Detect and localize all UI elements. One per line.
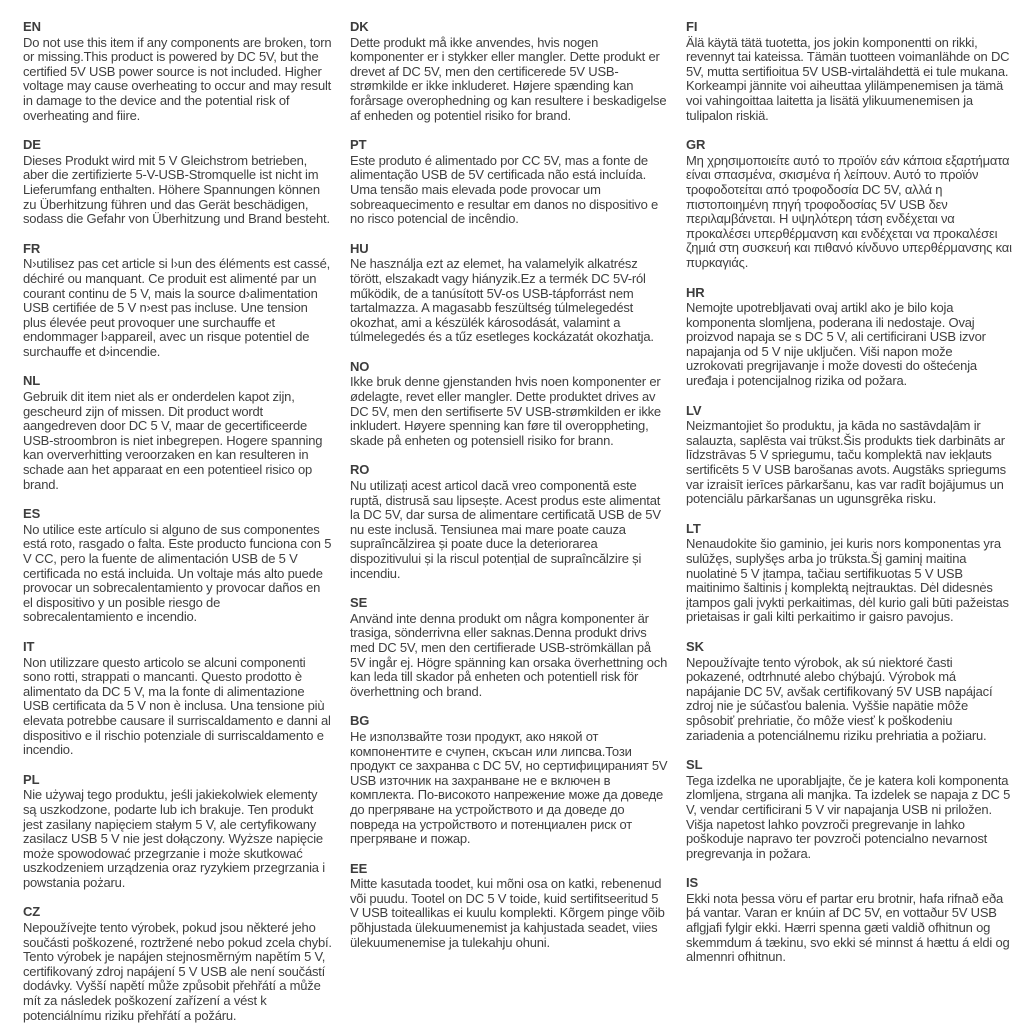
language-section <box>350 862 668 951</box>
language-code-heading: PL <box>23 771 40 787</box>
language-code-heading: FR <box>23 240 41 256</box>
safety-warning-text: Nepoužívejte tento výrobek, pokud jsou některé jeho součásti poškozené, roztržené nebo pokud zcela chybí. Tento výrobek je napájen stejnosměrným napětím 5 V, certifikovaný zdroj napájení 5 V USB ale není součástí dodávky. Vyšší napětí může způsobit přehřátí a může mít za následek poškození zařízení a vést k potenciálnímu riziku přehřátí a požáru. <box>23 920 332 1023</box>
language-code-heading: PT <box>350 137 367 153</box>
language-section <box>686 404 1012 507</box>
language-section <box>350 20 668 123</box>
language-section <box>686 20 1012 123</box>
language-section <box>23 242 332 360</box>
safety-warning-text: Neizmantojiet šo produktu, ja kāda no sastāvdaļām ir salauzta, saplēsta vai trūkst.Šis produkts tiek darbināts ar līdzstrāvas 5 V spriegumu, taču komplektā nav iekļauts sertificēts 5 V USB barošanas avots. Augstāks spriegums var izraisīt ierīces pārkaršanu, kas var radīt bojājumus un potenciālu pārkaršanas un ugunsgrēka risku. <box>686 418 1006 507</box>
language-code-heading: SK <box>686 638 704 654</box>
language-section <box>23 773 332 891</box>
language-code-heading: HU <box>350 240 369 256</box>
safety-warning-text: Dette produkt må ikke anvendes, hvis nogen komponenter er i stykker eller mangler. Dette produkt er drevet af DC 5V, men den certificerede 5V USB-strømkilde er ikke inkluderet. Højere spænding kan forårsage overophedning og kan resultere i beskadigelse af enheden og potentiel risiko for brand. <box>350 34 667 123</box>
language-code-heading: DK <box>350 19 369 34</box>
text-columns-container <box>23 20 1016 1024</box>
safety-warning-text: Gebruik dit item niet als er onderdelen kapot zijn, gescheurd zijn of missen. Dit product wordt aangedreven door DC 5 V, maar de gecertificeerde USB-stroombron is niet inbegrepen. Hogere spanning kan oververhitting veroorzaken en kan resulteren in schade aan het apparaat en een potentieel risico op brand. <box>23 389 323 492</box>
language-section <box>686 522 1012 625</box>
language-section <box>350 360 668 449</box>
language-code-heading: NL <box>23 373 41 389</box>
language-code-heading: HR <box>686 284 705 300</box>
safety-warning-text: Nepoužívajte tento výrobok, ak sú niektoré časti pokazené, odtrhnuté alebo chýbajú. Výrobok má napájanie DC 5V, avšak certifikovaný 5V USB napájací zdroj nie je súčasťou balenia. Vyššie napätie môže spôsobiť prehriatie, čo môže viesť k poškodeniu zariadenia a potenciálnemu riziku prehriatia a požiaru. <box>686 654 993 743</box>
language-code-heading: LT <box>686 520 701 536</box>
safety-warning-text: Tega izdelka ne uporabljajte, če je katera koli komponenta zlomljena, strgana ali manjka. Ta izdelek se napaja z DC 5 V, vendar certificirani 5 V vir napajanja USB ni priložen. Višja napetost lahko povzroči pregrevanje in lahko poškoduje napravo ter povzroči potencialno nevarnost pregrevanja in požara. <box>686 772 1011 861</box>
language-section <box>686 286 1012 389</box>
language-code-heading: CZ <box>23 904 41 920</box>
text-column <box>23 20 332 1024</box>
text-column <box>686 20 1012 980</box>
language-code-heading: NO <box>350 358 370 374</box>
language-section <box>686 640 1012 743</box>
safety-warning-text: Non utilizzare questo articolo se alcuni componenti sono rotti, strappati o mancanti. Questo prodotto è alimentato da DC 5 V, ma la fonte di alimentazione USB certificata da 5 V non è inclusa. Una tensione più elevata potrebbe causare il surriscaldamento e danni al dispositivo e il rischio potenziale di surriscaldamento e incendio. <box>23 654 331 758</box>
language-section <box>350 242 668 345</box>
language-section <box>350 463 668 581</box>
safety-warning-text: Mitte kasutada toodet, kui mõni osa on katki, rebenenud või puudu. Tootel on DC 5 V toide, kuid sertifitseeritud 5 V USB toiteallikas ei kuulu komplekti. Kõrgem pinge võib põhjustada ülekuumenemist ja kahjustada seadet, viies ülekuumenemise ja tulekahju ohuni. <box>350 876 665 950</box>
language-code-heading: LV <box>686 402 702 418</box>
language-code-heading: SE <box>350 595 368 611</box>
language-section <box>23 640 332 758</box>
safety-warning-text: Nie używaj tego produktu, jeśli jakiekolwiek elementy są uszkodzone, podarte lub ich brakuje. Ten produkt jest zasilany napięciem stałym 5 V, ale certyfikowany zasilacz USB 5 V nie jest dołączony. Wyższe napięcie może spowodować przegrzanie i może skutkować uszkodzeniem urządzenia oraz ryzykiem przegrzania i powstania pożaru. <box>23 787 325 890</box>
language-section <box>23 138 332 227</box>
language-section <box>23 905 332 1023</box>
safety-warning-text: No utilice este artículo si alguno de sus componentes está roto, rasgado o falta. Este producto funciona con 5 V CC, pero la fuente de alimentación USB de 5 V certificada no está incluida. Un voltaje más alto puede provocar un sobrecalentamiento y provocar daños en el dispositivo y un posible riesgo de sobrecalentamiento e incendio. <box>23 521 332 625</box>
language-code-heading: EE <box>350 860 368 876</box>
safety-warning-text: Este produto é alimentado por CC 5V, mas a fonte de alimentação USB de 5V certificada não está incluída. Uma tensão mais elevada pode provocar um sobreaquecimento e resultar em danos no dispositivo e no risco potencial de incêndio. <box>350 152 659 227</box>
safety-warning-text: Ekki nota þessa vöru ef partar eru brotnir, hafa rifnað eða þá vantar. Varan er knúin af DC 5V, en vottaður 5V USB aflgjafi fylgir ekki. Hærri spenna gæti valdið ofhitnun og skemmdum á tækinu, svo ekki sé minnst á hættu á eldi og almennri ofhitnun. <box>686 890 1010 965</box>
safety-warning-text: Do not use this item if any components are broken, torn or missing.This product is powered by DC 5V, but the certified 5V USB power source is not included. Higher voltage may cause overheating to occur and may result in damage to the device and the potential risk of overheating and fiire. <box>23 34 332 123</box>
language-section <box>350 714 668 846</box>
safety-warning-text: Nenaudokite šio gaminio, jei kuris nors komponentas yra sulūžęs, suplyšęs arba jo trūksta.Šį gaminį maitina nuolatinė 5 V įtampa, tačiau sertifikuotas 5 V USB maitinimo šaltinis į komplektą neįtrauktas. Dėl didesnės įtampos gali įvykti perkaitimas, dėl kurio gali būti pažeistas prietaisas ir gali kilti perkaitimo ir gaisro pavojus. <box>686 536 1009 625</box>
language-section <box>686 138 1012 270</box>
safety-warning-text: Nemojte upotrebljavati ovaj artikl ako je bilo koja komponenta slomljena, poderana ili nedostaje. Ovaj proizvod napaja se s DC 5 V, ali certificirani USB izvor napajanja od 5 V nije uključen. Viši napon može uzrokovati pregrijavanje i može dovesti do oštećenja uređaja i potencijalnog rizika od požara. <box>686 300 986 389</box>
language-code-heading: ES <box>23 506 41 522</box>
safety-warning-text: Не използвайте този продукт, ако някой от компонентите е счупен, скъсан или липсва.Този продукт се захранва с DC 5V, но сертифицираният 5V USB източник на захранване не е включен в комплекта. По-високото напрежение може да доведе до прегряване на устройството и да доведе до повреда на устройството и потенциален риск от прегряване и пожар. <box>350 728 668 847</box>
language-code-heading: EN <box>23 19 41 34</box>
language-section <box>350 596 668 699</box>
language-section <box>23 20 332 123</box>
language-code-heading: SL <box>686 757 703 773</box>
language-section <box>686 758 1012 861</box>
safety-warning-text: Ne használja ezt az elemet, ha valamelyik alkatrész törött, elszakadt vagy hiányzik.Ez a termék DC 5V-ról működik, de a tanúsított 5V-os USB-tápforrást nem tartalmazza. A magasabb feszültség túlmelegedést okozhat, ami a készülék károsodását, valamint a túlmelegedés és a tűz esetleges kockázatát okozhatja. <box>350 256 654 345</box>
safety-warning-text: Använd inte denna produkt om några komponenter är trasiga, sönderrivna eller saknas.Denna produkt drivs med DC 5V, men den certifierade USB-strömkällan på 5V ingår ej. Högre spänning kan orsaka överhettning och kan leda till skador på enheten och potentiell risk för överhettning och brand. <box>350 610 668 699</box>
language-section <box>686 876 1012 965</box>
language-code-heading: RO <box>350 462 370 478</box>
language-code-heading: GR <box>686 137 706 153</box>
language-section <box>350 138 668 227</box>
language-code-heading: DE <box>23 137 41 153</box>
safety-warning-text: Μη χρησιμοποιείτε αυτό το προϊόν εάν κάποια εξαρτήματα είναι σπασμένα, σκισμένα ή λείπουν. Αυτό το προϊόν τροφοδοτείται από τροφοδοσία DC 5V, αλλά η πιστοποιημένη πηγή τροφοδοσίας 5V USB δεν περιλαμβάνεται. Η υψηλότερη τάση ενδέχεται να προκαλέσει υπερθέρμανση και ενδέχεται να προκαλέσει ζημιά στη συσκευή και πιθανό κίνδυνο υπερθέρμανσης και πυρκαγιάς. <box>686 152 1012 270</box>
safety-warning-text: Dieses Produkt wird mit 5 V Gleichstrom betrieben, aber die zertifizierte 5-V-USB-Stromquelle ist nicht im Lieferumfang enthalten. Höhere Spannungen können zu Überhitzung führen und das Gerät beschädigen, sodass die Gefahr von Überhitzung und Brand besteht. <box>23 152 330 227</box>
safety-warning-text: Nu utilizați acest articol dacă vreo componentă este ruptă, distrusă sau lipsește. Acest produs este alimentat la DC 5V, dar sursa de alimentare certificată USB de 5V nu este inclusă. Tensiunea mai mare poate cauza supraîncălzirea și poate duce la deteriorarea dispozitivului și la riscul potențial de supraîncălzire și incendiu. <box>350 478 661 581</box>
safety-warning-text: Älä käytä tätä tuotetta, jos jokin komponentti on rikki, revennyt tai kateissa. Tämän tuotteen voimanlähde on DC 5V, mutta sertifioitua 5V USB-virtalähdettä ei tule mukana. Korkeampi jännite voi aiheuttaa ylilämpenemisen ja tämä voi vahingoittaa laitetta ja lisätä ylikuumenemisen ja tulipalon riskiä. <box>686 34 1010 123</box>
safety-warning-text: N›utilisez pas cet article si l›un des éléments est cassé, déchiré ou manquant. Ce produit est alimenté par un courant continu de 5 V, mais la source d›alimentation USB certifiée de 5 V n›est pas incluse. Une tension plus élevée peut provoquer une surchauffe et endommager l›appareil, avec un risque potentiel de surchauffe et d›incendie. <box>23 256 331 359</box>
language-code-heading: IT <box>23 638 35 654</box>
language-section <box>23 374 332 492</box>
text-column <box>350 20 668 965</box>
language-code-heading: FI <box>686 19 698 34</box>
language-section <box>23 507 332 625</box>
safety-warning-text: Ikke bruk denne gjenstanden hvis noen komponenter er ødelagte, revet eller mangler. Dette produktet drives av DC 5V, men den sertifiserte 5V USB-strømkilden er ikke inkludert. Høyere spenning kan føre til overoppheting, skade på enheten og potensiell risiko for brann. <box>350 374 661 448</box>
language-code-heading: BG <box>350 713 370 729</box>
language-code-heading: IS <box>686 875 699 891</box>
